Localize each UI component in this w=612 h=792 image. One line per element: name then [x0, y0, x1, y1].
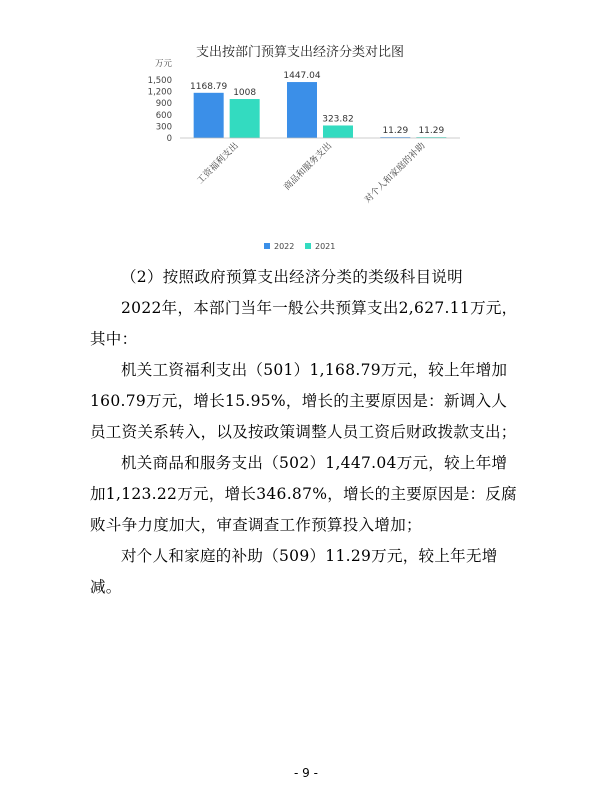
paragraph-goods-services: 机关商品和服务支出（502）1,447.04万元，较上年增加1,123.22万元，增长346.87%，增长的主要原因是：反腐败斗争力度加大，审查调查工作预算投入增加；	[90, 454, 517, 534]
bar-2021-2	[323, 125, 353, 138]
y-axis-unit: 万元	[154, 59, 172, 69]
bar-value-label: 323.82	[322, 114, 354, 125]
bar-2021-1	[230, 99, 260, 138]
y-tick-label: 1,200	[147, 87, 172, 98]
y-tick-label: 300	[155, 122, 172, 133]
bar-value-label: 1168.79	[190, 81, 228, 92]
legend-swatch-2021	[305, 243, 311, 249]
legend-label-2021: 2021	[315, 242, 336, 251]
bar-value-label: 11.29	[382, 126, 409, 137]
y-tick-label: 1,500	[147, 76, 172, 86]
chart-legend	[264, 242, 335, 251]
y-tick-label: 0	[166, 134, 172, 144]
bar-2022-2	[287, 82, 317, 138]
legend-swatch-2022	[264, 243, 270, 249]
chart-title: 支出按部门预算支出经济分类对比图	[195, 45, 405, 60]
x-category-label: 商品和服务支出	[282, 141, 335, 193]
bar-value-label: 1008	[233, 88, 257, 99]
legend-label-2022: 2022	[274, 242, 295, 251]
paragraph-total-expenditure: 2022年，本部门当年一般公共预算支出2,627.11万元，其中：	[90, 299, 518, 348]
bar-2022-1	[194, 93, 224, 138]
paragraph-household-subsidy: 对个人和家庭的补助（509）11.29万元，较上年无增减。	[90, 547, 498, 596]
paragraph-wages-welfare: 机关工资福利支出（501）1,168.79万元，较上年增加160.79万元，增长15.95%，增长的主要原因是：新调入人员工资关系转入，以及按政策调整人员工资后财政拨款支出；	[90, 361, 517, 441]
bar-value-label: 11.29	[418, 126, 445, 137]
y-tick-label: 900	[155, 99, 172, 110]
y-tick-label: 600	[155, 110, 172, 121]
x-category-label: 对个人和家庭的补助	[363, 141, 428, 206]
bar-value-label: 1447.04	[283, 71, 321, 82]
section-heading: （2）按照政府预算支出经济分类的类级科目说明	[121, 268, 463, 286]
bar-chart	[0, 0, 612, 260]
page-number: - 9 -	[294, 766, 318, 780]
document-body	[90, 262, 520, 603]
x-category-label: 工资福利支出	[195, 141, 241, 187]
